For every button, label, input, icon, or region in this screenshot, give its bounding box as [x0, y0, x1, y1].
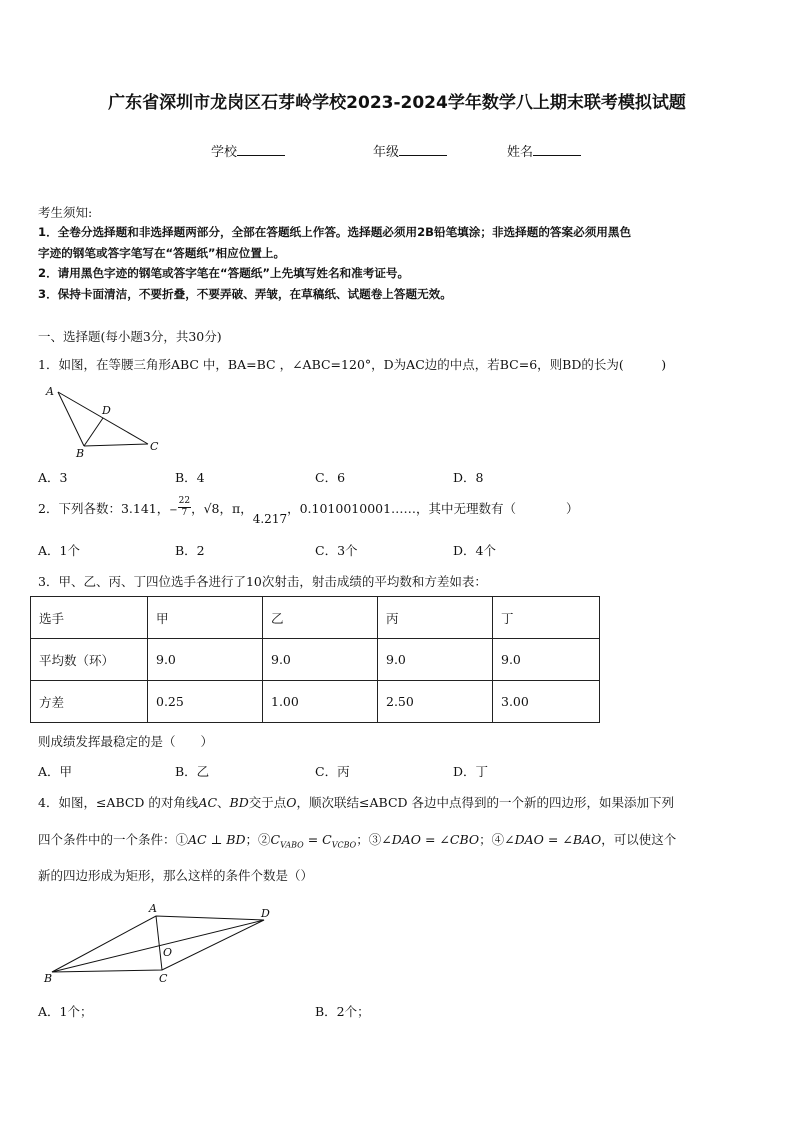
- question-4-line-2: [38, 830, 676, 850]
- q4-cond2-c1: C: [270, 832, 281, 847]
- grade-field[interactable]: [373, 141, 447, 160]
- table-cell: 9.0: [263, 639, 378, 681]
- table-cell: 1.00: [263, 681, 378, 723]
- q2-option-d[interactable]: D．4个: [453, 543, 496, 558]
- question-2-stem: [38, 496, 579, 526]
- table-cell: 9.0: [378, 639, 493, 681]
- q2-frac-num: 22: [178, 496, 191, 506]
- name-field[interactable]: [507, 141, 581, 160]
- q2-stem-end: ，0.1010010001……，其中无理数有（ ）: [287, 501, 579, 516]
- q4-cond2-prefix: ；②: [245, 832, 271, 847]
- label-a: A: [149, 902, 157, 915]
- q3-question: 则成绩发挥最稳定的是（ ）: [38, 734, 214, 749]
- q3-option-d[interactable]: D．丁: [453, 764, 489, 779]
- q4-cond2-eq: = C: [303, 832, 332, 847]
- label-b: B: [44, 972, 53, 985]
- q1-option-d[interactable]: D．8: [453, 470, 484, 485]
- q2-frac-den: 7: [181, 508, 188, 518]
- parallelogram-outline: [52, 916, 264, 972]
- parallelogram-abcd-figure: [38, 900, 278, 992]
- q2-option-b[interactable]: B．2: [175, 543, 205, 558]
- table-header-cell: 丁: [493, 597, 600, 639]
- q4-sep: 、: [217, 795, 230, 810]
- q2-stem-start: 2．下列各数：3.141，: [38, 501, 170, 516]
- notice-item-2: 2．请用黑色字迹的钢笔或答字笔在“答题纸”上先填写姓名和准考证号。: [38, 266, 410, 280]
- section-heading: 一、选择题(每小题3分，共30分): [38, 329, 222, 344]
- q3-option-b[interactable]: B．乙: [175, 764, 210, 779]
- q1-option-c[interactable]: C．6: [315, 470, 346, 485]
- q4-cond4-prefix: ；④: [479, 832, 505, 847]
- triangle-abc-figure: [38, 384, 168, 460]
- grade-label: 年级: [373, 145, 400, 160]
- diagonal-bd: [52, 920, 264, 972]
- segment-bc: [84, 444, 148, 446]
- table-header-cell: 甲: [148, 597, 263, 639]
- label-a: A: [46, 385, 54, 398]
- q4-cond3-prefix: ；③: [356, 832, 382, 847]
- school-blank[interactable]: [237, 143, 285, 156]
- table-cell: 9.0: [148, 639, 263, 681]
- label-c: C: [150, 440, 159, 453]
- segment-ab: [58, 392, 84, 446]
- notice-item-1-line-1: 1．全卷分选择题和非选择题两部分，全部在答题纸上作答。选择题必须用2B铅笔填涂；非选择题的答案必须用黑色: [38, 225, 632, 239]
- question-3-stem: 3．甲、乙、丙、丁四位选手各进行了10次射击，射击成绩的平均数和方差如表：: [38, 574, 487, 589]
- q4-o: O: [286, 795, 297, 810]
- q1-option-a[interactable]: A．3: [38, 470, 68, 485]
- q4-cond2-sub2: VCBO: [331, 840, 357, 850]
- table-cell: 2.50: [378, 681, 493, 723]
- label-c: C: [159, 972, 168, 985]
- label-d: D: [261, 907, 270, 920]
- q2-sqrt-part: ，√8，π，: [191, 501, 253, 516]
- q4-line1-end: ，顺次联结≤ABCD 各边中点得到的一个新的四边形，如果添加下列: [296, 795, 675, 810]
- question-4-line-3: 新的四边形成为矩形，那么这样的条件个数是（）: [38, 868, 314, 883]
- question-1-stem: 1．如图，在等腰三角形ABC 中，BA=BC ，∠ABC=120°，D为AC边的中点，若BC=6，则BD的长为( ): [38, 357, 667, 372]
- q4-condition-4: ∠DAO = ∠BAO: [504, 832, 602, 847]
- label-d: D: [102, 404, 111, 417]
- q4-line2-start: 四个条件中的一个条件：①: [38, 832, 189, 847]
- q4-line1-start: 4．如图，≤ABCD 的对角线: [38, 795, 199, 810]
- table-row: [31, 639, 600, 681]
- table-header-cell: 丙: [378, 597, 493, 639]
- page-title: 广东省深圳市龙岗区石芽岭学校2023-2024学年数学八上期末联考模拟试题: [108, 93, 686, 113]
- diagonal-ac: [156, 916, 162, 970]
- q4-cond2-sub1: VABO: [280, 840, 304, 850]
- q3-option-a[interactable]: A．甲: [38, 764, 73, 779]
- school-label: 学校: [211, 145, 238, 160]
- name-label: 姓名: [507, 145, 534, 160]
- q4-condition-3: ∠DAO = ∠CBO: [381, 832, 480, 847]
- notice-item-3: 3．保持卡面清洁，不要折叠，不要弄破、弄皱，在草稿纸、试题卷上答题无效。: [38, 287, 452, 301]
- table-cell: 方差: [31, 681, 148, 723]
- label-o: O: [163, 946, 173, 959]
- q4-ac: AC: [198, 795, 218, 810]
- q3-option-c[interactable]: C．丙: [315, 764, 350, 779]
- q1-option-b[interactable]: B．4: [175, 470, 205, 485]
- table-cell: 0.25: [148, 681, 263, 723]
- q2-fraction: [178, 496, 191, 519]
- table-cell: 3.00: [493, 681, 600, 723]
- name-blank[interactable]: [533, 143, 581, 156]
- table-row: [31, 681, 600, 723]
- school-field[interactable]: [211, 141, 285, 160]
- table-cell: 平均数（环）: [31, 639, 148, 681]
- q4-condition-2: [270, 832, 357, 850]
- notice-heading: 考生须知:: [38, 205, 93, 220]
- question-4-line-1: [38, 793, 674, 811]
- q4-mid: 交于点: [248, 795, 287, 810]
- q4-option-a[interactable]: A．1个；: [38, 1004, 93, 1019]
- grade-blank[interactable]: [399, 143, 447, 156]
- q2-fraction-sign: −: [169, 505, 178, 516]
- q4-bd: BD: [229, 795, 249, 810]
- scores-table: [30, 596, 600, 723]
- q2-option-a[interactable]: A．1个: [38, 543, 80, 558]
- label-b: B: [76, 447, 85, 460]
- q4-option-b[interactable]: B．2个；: [315, 1004, 370, 1019]
- q4-line2-end: ，可以使这个: [601, 832, 677, 847]
- table-cell: 9.0: [493, 639, 600, 681]
- table-header-cell: 选手: [31, 597, 148, 639]
- q2-repeating-decimal: 4.217: [252, 512, 288, 526]
- q4-condition-1: AC ⊥ BD: [188, 832, 246, 847]
- table-header-row: [31, 597, 600, 639]
- q2-option-c[interactable]: C．3个: [315, 543, 358, 558]
- notice-item-1-line-2: 字迹的钢笔或答字笔写在“答题纸”相应位置上。: [38, 246, 286, 260]
- table-header-cell: 乙: [263, 597, 378, 639]
- segment-bd: [84, 418, 103, 446]
